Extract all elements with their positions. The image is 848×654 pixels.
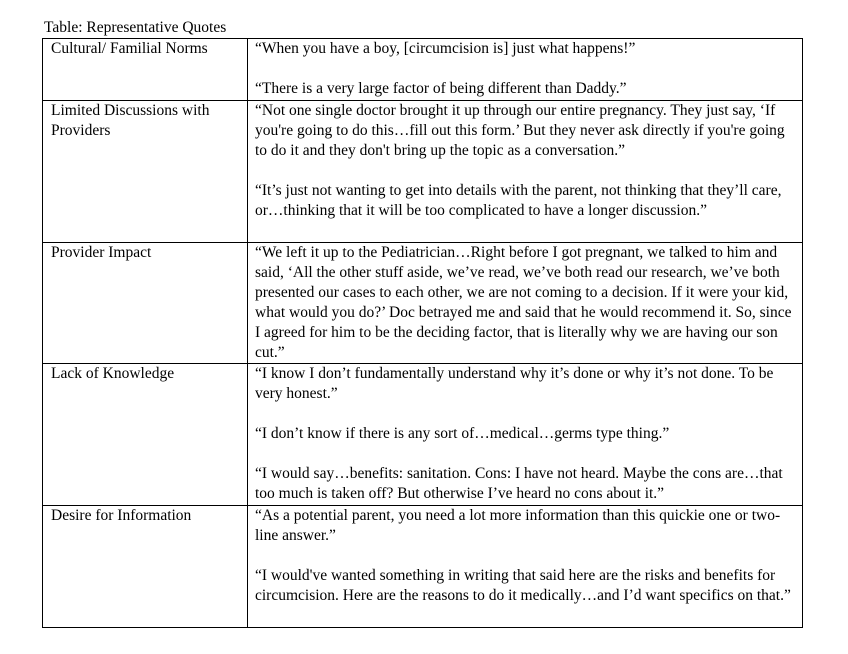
theme-cell: Limited Discussions with Providers bbox=[43, 101, 248, 243]
quote-text: “I would say…benefits: sanitation. Cons: I have not heard. Maybe the cons are…that too much is taken off? But otherwise I’ve heard no cons about it.” bbox=[255, 465, 783, 502]
quote-text: “Not one single doctor brought it up through our entire pregnancy. They just say, ‘If you're going to do this…fill out this form.’ But they never ask directly if you're going to do it and they don't bring up the topic as a conversation.” bbox=[255, 102, 785, 159]
quote-text: “There is a very large factor of being different than Daddy.” bbox=[255, 80, 627, 97]
quotes-cell bbox=[248, 39, 803, 101]
theme-cell: Provider Impact bbox=[43, 243, 248, 364]
table-row bbox=[43, 101, 803, 243]
quote-text: “It’s just not wanting to get into details with the parent, not thinking that they’ll care, or…thinking that it will be too complicated to have a longer discussion.” bbox=[255, 182, 782, 219]
quote-text: “I don’t know if there is any sort of…medical…germs type thing.” bbox=[255, 425, 670, 442]
theme-cell: Desire for Information bbox=[43, 506, 248, 628]
quotes-cell bbox=[248, 506, 803, 628]
quote-text: “When you have a boy, [circumcision is] just what happens!” bbox=[255, 40, 636, 57]
theme-cell: Lack of Knowledge bbox=[43, 364, 248, 506]
quote-text: “As a potential parent, you need a lot more information than this quickie one or two-line answer.” bbox=[255, 507, 781, 544]
quotes-cell bbox=[248, 101, 803, 243]
quote-text: “I know I don’t fundamentally understand why it’s done or why it’s not done. To be very honest.” bbox=[255, 365, 774, 402]
quote-text: “I would've wanted something in writing that said here are the risks and benefits for circumcision. Here are the reasons to do it medically…and I’d want specifics on that.” bbox=[255, 567, 791, 604]
table-row bbox=[43, 39, 803, 101]
representative-quotes-table bbox=[42, 38, 803, 628]
quote-text: “We left it up to the Pediatrician…Right before I got pregnant, we talked to him and said, ‘All the other stuff aside, we’ve read, we’ve both read our research, we’ve both presented our cases to each other, we are not coming to a decision. If it were your kid, what would you do?’ Doc betrayed me and said that he would recommend it. So, since I agreed for him to be the deciding factor, that is literally why we are having our son cut.” bbox=[255, 244, 792, 361]
table-row bbox=[43, 506, 803, 628]
theme-cell: Cultural/ Familial Norms bbox=[43, 39, 248, 101]
quotes-cell bbox=[248, 243, 803, 364]
table-caption: Table: Representative Quotes bbox=[44, 19, 227, 36]
table-row bbox=[43, 243, 803, 364]
quotes-cell bbox=[248, 364, 803, 506]
table-row bbox=[43, 364, 803, 506]
